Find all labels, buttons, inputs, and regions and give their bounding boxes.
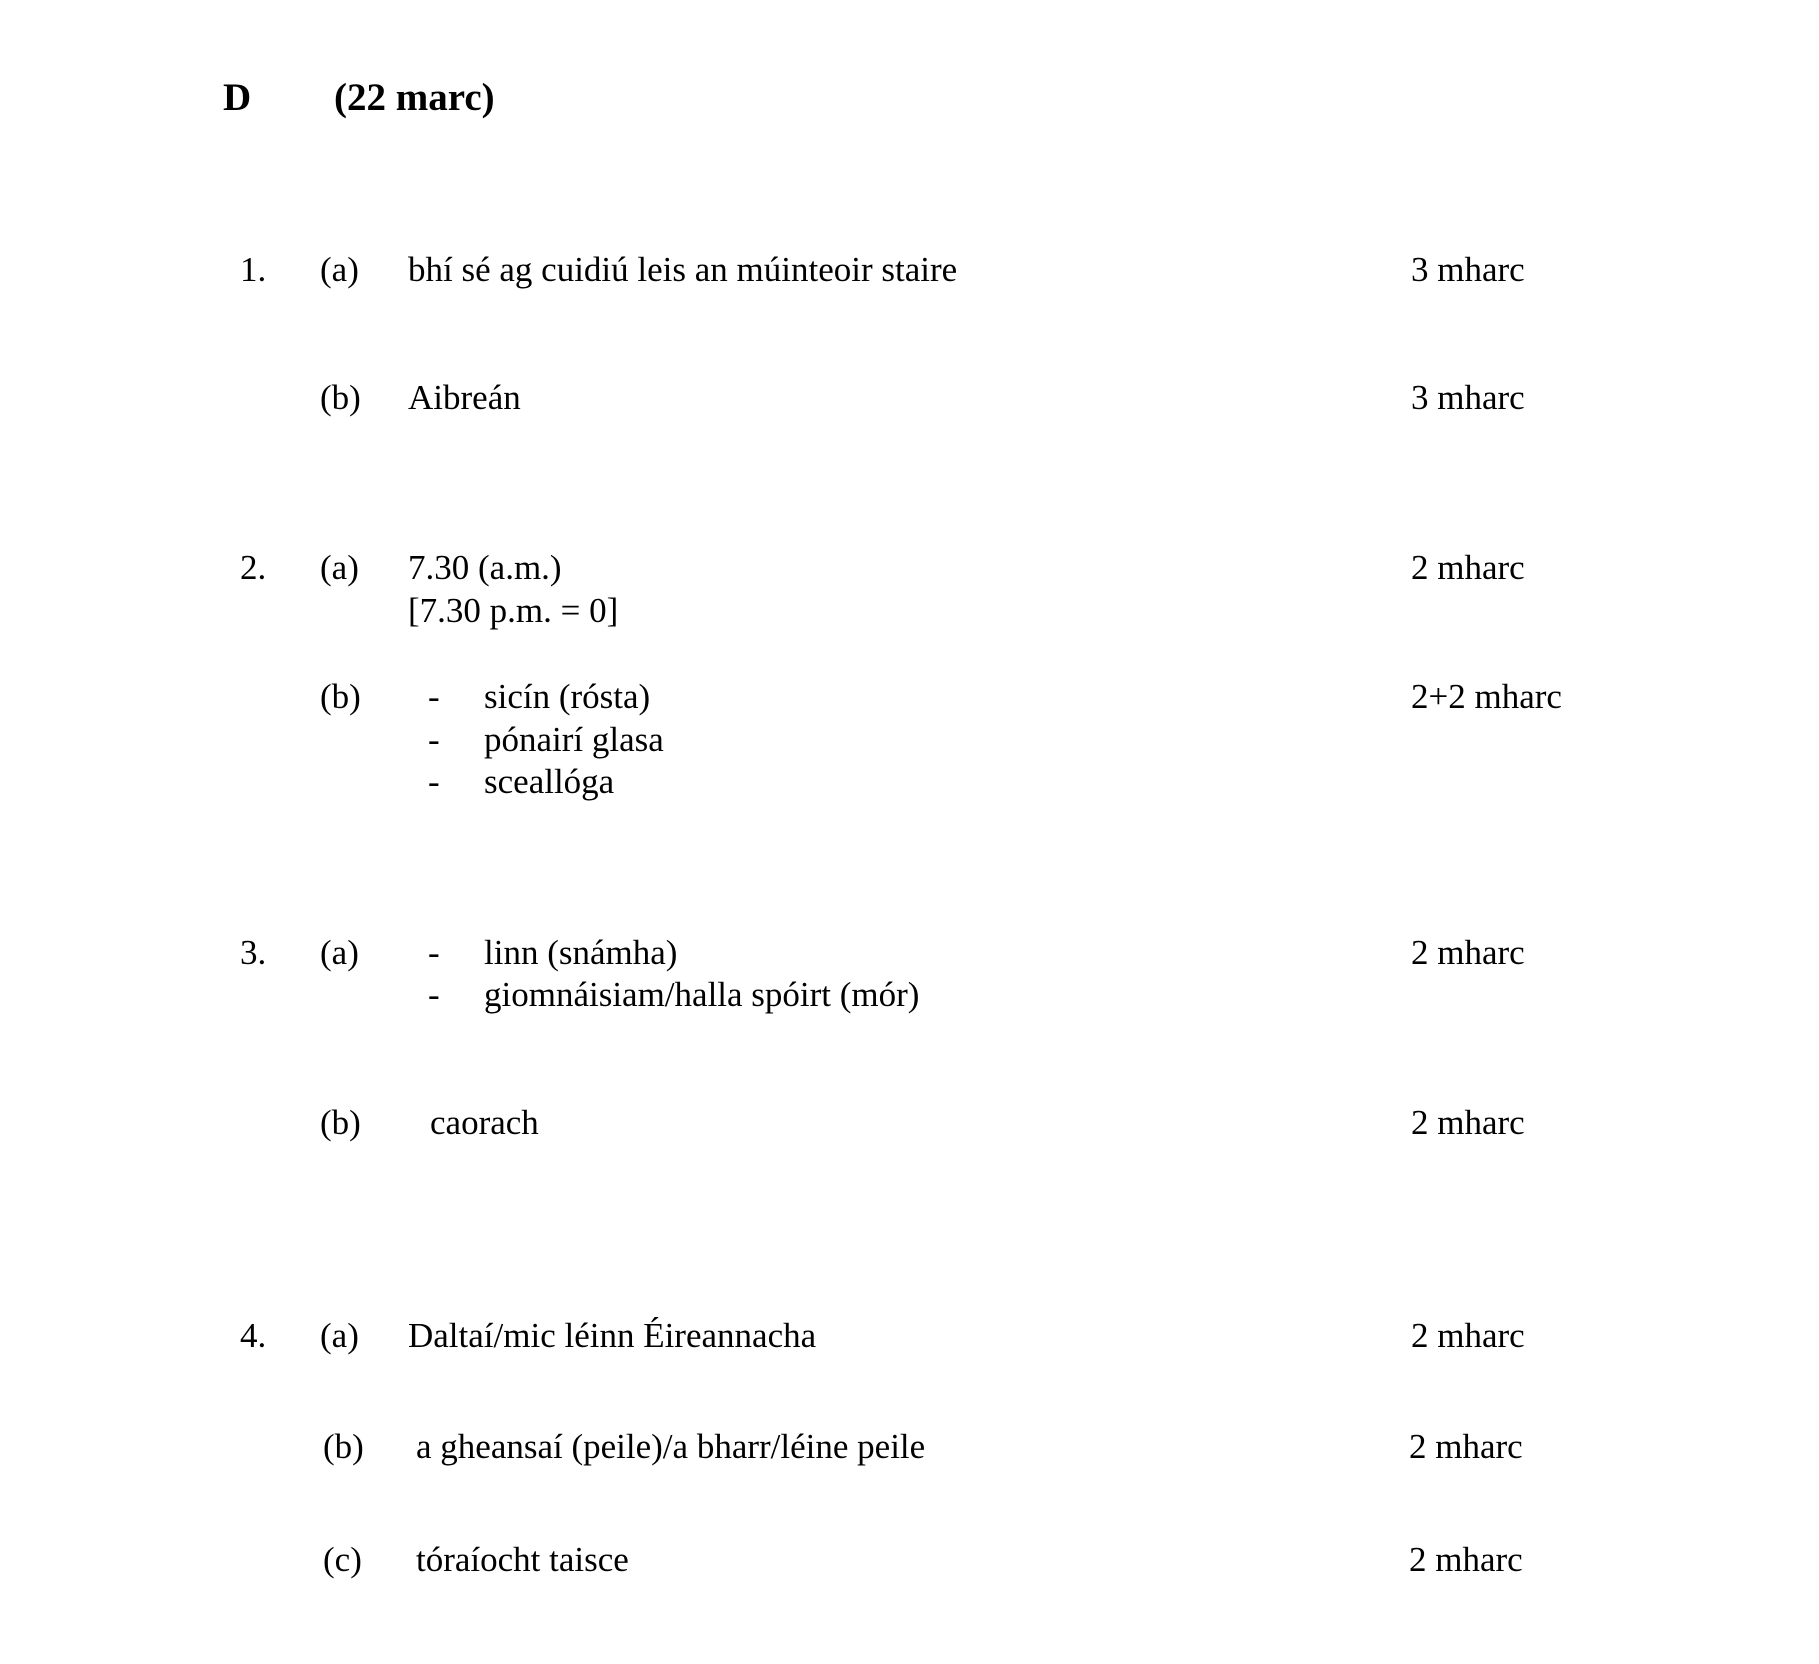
part-label: (c) [323, 1540, 362, 1579]
bullet-dash: - [428, 677, 440, 716]
answer-text: bhí sé ag cuidiú leis an múinteoir staire [408, 250, 958, 289]
part-label: (a) [320, 1316, 359, 1355]
part-label: (b) [320, 677, 361, 716]
bullet-item: pónairí glasa [484, 720, 664, 759]
bullet-item: giomnáisiam/halla spóirt (mór) [484, 975, 920, 1014]
part-label: (a) [320, 933, 359, 972]
bullet-item: sicín (rósta) [484, 677, 651, 716]
question-number: 1. [240, 250, 267, 289]
section-total-marks: (22 marc) [334, 76, 495, 119]
part-label: (a) [320, 548, 359, 587]
section-letter: D [223, 76, 252, 119]
answer-text: Aibreán [408, 378, 521, 417]
part-label: (b) [323, 1427, 364, 1466]
bullet-dash: - [428, 975, 440, 1014]
question-number: 3. [240, 933, 267, 972]
part-label: (a) [320, 250, 359, 289]
question-number: 2. [240, 548, 267, 587]
marks: 2 mharc [1411, 548, 1525, 587]
part-label: (b) [320, 378, 361, 417]
answer-note: [7.30 p.m. = 0] [408, 591, 619, 630]
marks: 2 mharc [1411, 933, 1525, 972]
marks: 2 mharc [1409, 1427, 1523, 1466]
question-number: 4. [240, 1316, 267, 1355]
marks: 2+2 mharc [1411, 677, 1562, 716]
marks: 3 mharc [1411, 378, 1525, 417]
marks: 2 mharc [1411, 1103, 1525, 1142]
bullet-item: linn (snámha) [484, 933, 678, 972]
answer-text: Daltaí/mic léinn Éireannacha [408, 1316, 817, 1355]
bullet-dash: - [428, 720, 440, 759]
marks: 2 mharc [1409, 1540, 1523, 1579]
answer-text: tóraíocht taisce [416, 1540, 629, 1579]
marks: 3 mharc [1411, 250, 1525, 289]
answer-text: caorach [430, 1103, 539, 1142]
answer-text: a gheansaí (peile)/a bharr/léine peile [416, 1427, 926, 1466]
bullet-dash: - [428, 762, 440, 801]
part-label: (b) [320, 1103, 361, 1142]
bullet-item: sceallóga [484, 762, 615, 801]
answer-text: 7.30 (a.m.) [408, 548, 562, 587]
bullet-dash: - [428, 933, 440, 972]
marks: 2 mharc [1411, 1316, 1525, 1355]
